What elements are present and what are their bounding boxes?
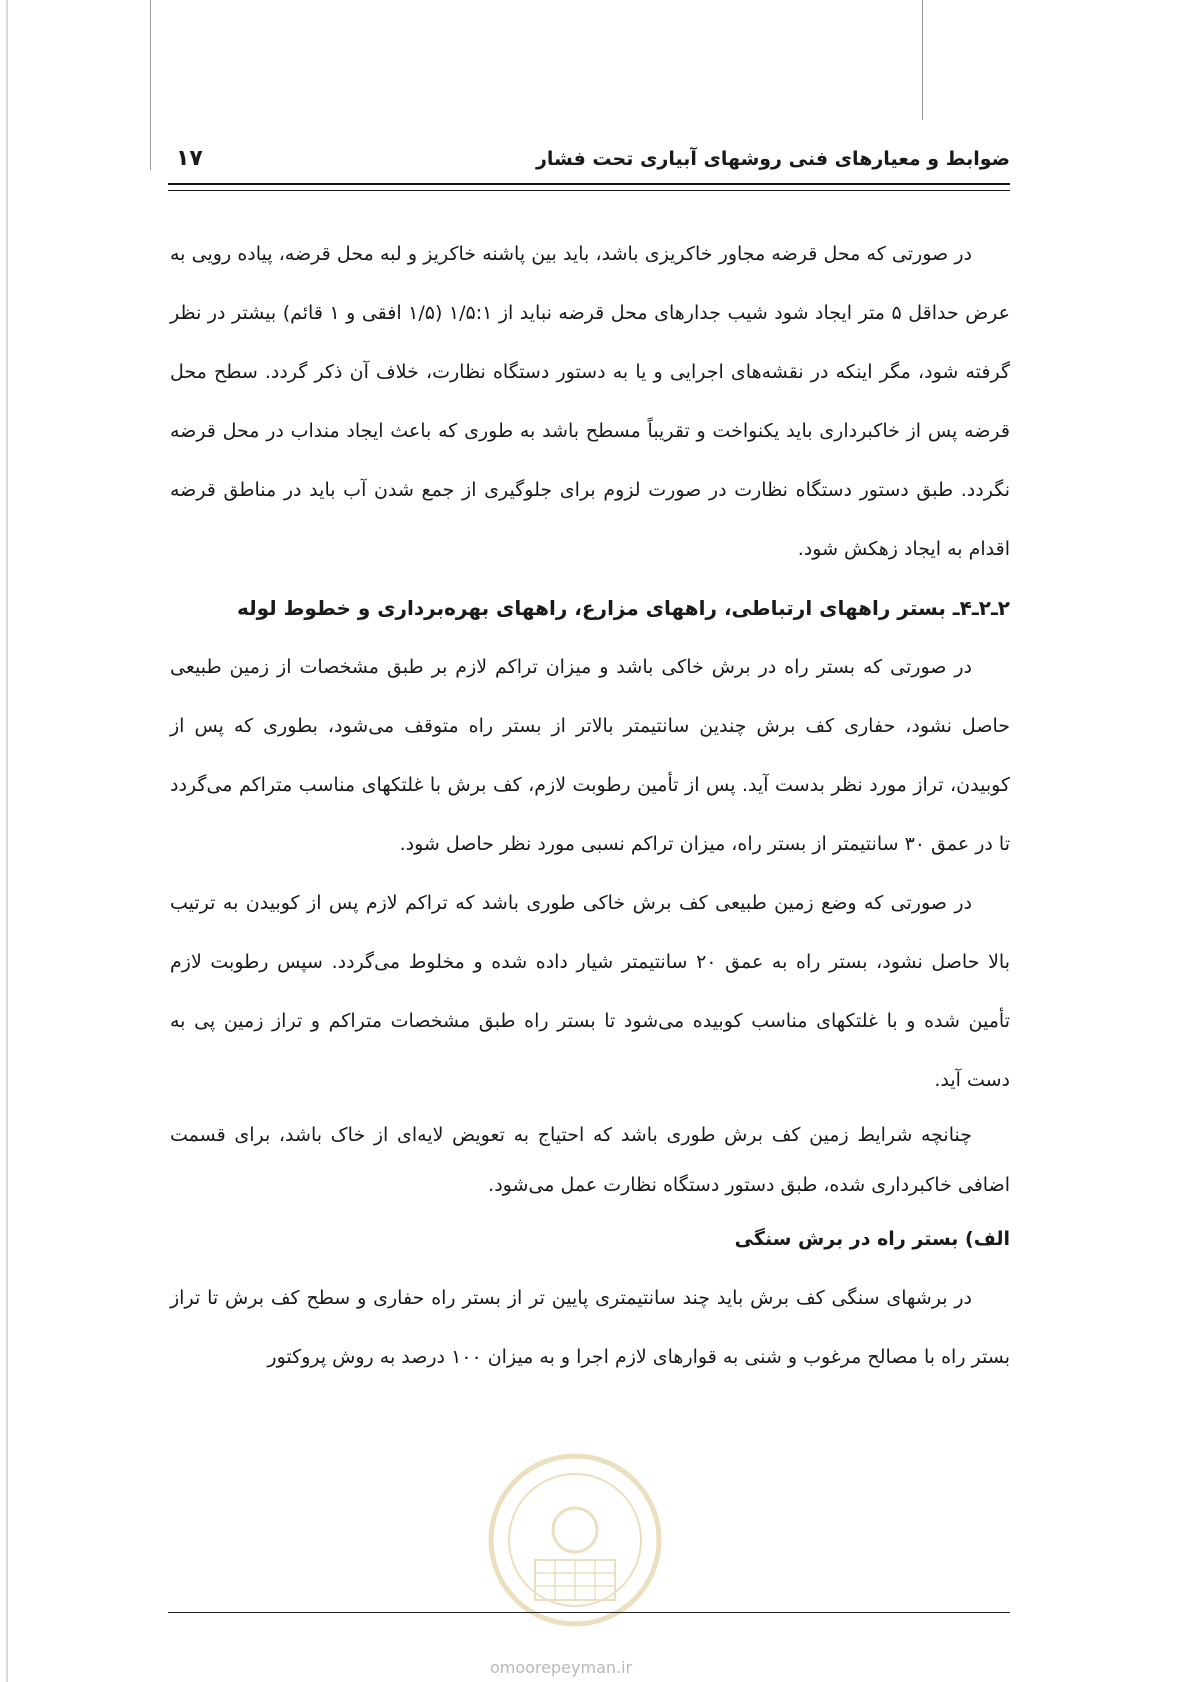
seal-watermark-icon xyxy=(485,1450,665,1630)
page-header xyxy=(168,140,1010,180)
header-rule-bottom xyxy=(168,190,1010,191)
scan-artifact-line xyxy=(922,0,923,120)
header-rule-top xyxy=(168,183,1010,185)
page-body xyxy=(170,225,1010,1387)
paragraph: در صورتی که محل قرضه مجاور خاکریزی باشد، باید بین پاشنه خاکریز و لبه محل قرضه، پیاده رویی به عرض حداقل ۵ متر ایجاد شود شیب جدارهای محل قرضه نباید از ۱/۵:۱ (۱/۵ افقی و ۱ قائم) بیشتر در نظر گرفته شود، مگر اینکه در نقشه‌های اجرایی و یا به دستور دستگاه نظارت، خلاف آن ذکر گردد. سطح محل قرضه پس از خاکبرداری باید یکنواخت و تقریباً مسطح باشد به طوری که باعث ایجاد منداب در محل قرضه نگردد. طبق دستور دستگاه نظارت در صورت لزوم برای جلوگیری از جمع شدن آب باید در مناطق قرضه اقدام به ایجاد زهکش شود. xyxy=(170,243,1010,560)
paragraph: چنانچه شرایط زمین کف برش طوری باشد که احتیاج به تعویض لایه‌ای از خاک باشد، برای قسمت اضافی خاکبرداری شده، طبق دستور دستگاه نظارت عمل می‌شود. xyxy=(170,1124,1010,1196)
running-title: ضوابط و معیارهای فنی روشهای آبیاری تحت فشار xyxy=(535,148,1010,170)
watermark-url: omoorepeyman.ir xyxy=(490,1658,633,1677)
footer-rule xyxy=(168,1612,1010,1613)
section-heading: ۲ـ۲ـ۴ـ بستر راههای ارتباطی، راههای مزارع، راههای بهره‌برداری و خطوط لوله xyxy=(237,596,1010,620)
paragraph: در برشهای سنگی کف برش باید چند سانتیمتری پایین تر از بستر راه حفاری و سطح کف برش تا تراز بستر راه با مصالح مرغوب و شنی به قوارهای لازم اجرا و به میزان ۱۰۰ درصد به روش پروکتور xyxy=(170,1287,1010,1368)
scan-edge xyxy=(6,0,8,1682)
page-number: ۱۷ xyxy=(176,146,203,171)
paragraph: در صورتی که بستر راه در برش خاکی باشد و میزان تراکم لازم بر طبق مشخصات از زمین طبیعی حاصل نشود، حفاری کف برش چندین سانتیمتر بالاتر از بستر راه متوقف می‌شود، بطوری که پس از کوبیدن، تراز مورد نظر بدست آید. پس از تأمین رطوبت لازم، کف برش با غلتکهای مناسب متراکم می‌گردد تا در عمق ۳۰ سانتیمتر از بستر راه، میزان تراکم نسبی مورد نظر حاصل شود. xyxy=(170,656,1010,855)
scan-artifact-line xyxy=(150,0,151,170)
subsection-heading: الف) بستر راه در برش سنگی xyxy=(734,1228,1010,1250)
paragraph: در صورتی که وضع زمین طبیعی کف برش خاکی طوری باشد که تراکم لازم پس از کوبیدن به ترتیب بالا حاصل نشود، بستر راه به عمق ۲۰ سانتیمتر شیار داده شده و مخلوط می‌گردد. سپس رطوبت لازم تأمین شده و با غلتکهای مناسب کوبیده می‌شود تا بستر راه طبق مشخصات متراکم و تراز زمین پی به دست آید. xyxy=(170,892,1010,1091)
